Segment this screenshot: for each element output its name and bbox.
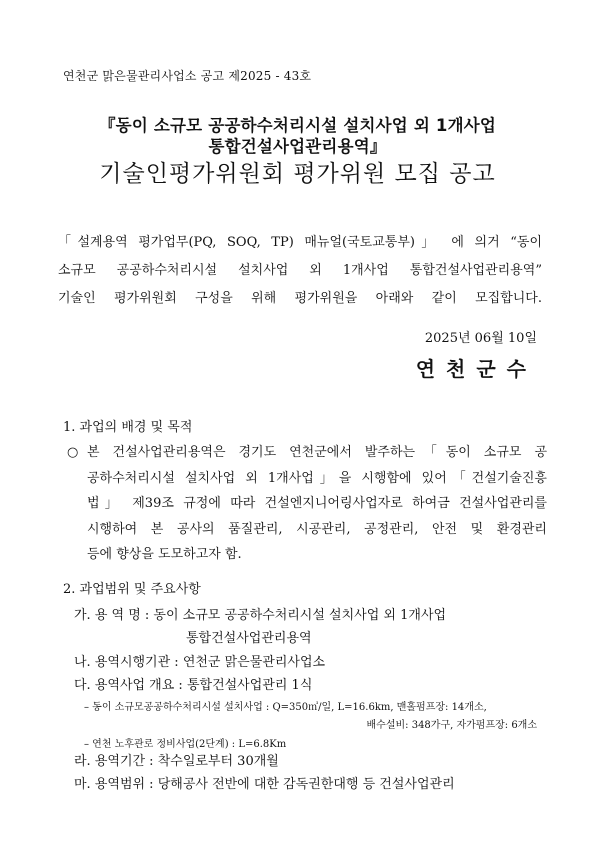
intro-line-3: 기술인 평가위원회 구성을 위해 평가위원을 아래와 같이 모집합니다. xyxy=(58,291,542,306)
bullet-line: 법」 제39조 규정에 따라 건설엔지니어링사업자로 하여금 건설사업관리를 xyxy=(87,496,547,511)
sub-item-1: – 동이 소규모공공하수처리시설 설치사업 : Q=350㎥/일, L=16.6km, 맨홀펌프장: 14개소, xyxy=(84,702,487,713)
bullet-line: 시행하여 본 공사의 품질관리, 시공관리, 공정관리, 안전 및 환경관리 xyxy=(87,521,547,537)
item-scope: 마. 용역범위 : 당해공사 전반에 대한 감독권한대행 등 건설사업관리 xyxy=(74,777,455,792)
title-line-2: 통합건설사업관리용역』 xyxy=(208,137,387,156)
bullet-line: 공하수처리시설 설치사업 외 1개사업」을 시행함에 있어「건설기술진흥 xyxy=(87,470,547,486)
title-block xyxy=(0,115,595,189)
title-line-1: 『동이 소규모 공공하수처리시설 설치사업 외 1개사업 xyxy=(98,116,497,135)
bullet-line: 본 건설사업관리용역은 경기도 연천군에서 발주하는「동이 소규모 공 xyxy=(87,445,547,460)
intro-line-1: 「설계용역 평가업무(PQ, SOQ, TP) 매뉴얼(국토교통부)」 에 의거 “동이 xyxy=(58,235,542,250)
item-service-name: 가. 용 역 명 : 동이 소규모 공공하수처리시설 설치사업 외 1개사업 xyxy=(74,608,447,623)
item-overview: 다. 용역사업 개요 : 통합건설사업관리 1식 xyxy=(74,678,313,693)
item-service-name-cont: 통합건설사업관리용역 xyxy=(186,631,312,646)
page-title: 기술인평가위원회 평가위원 모집 공고 xyxy=(99,161,496,187)
signer-name: 연천군수 xyxy=(415,357,537,381)
bullet-line: 등에 향상을 도모하고자 함. xyxy=(87,547,242,562)
notice-date: 2025년 06월 10일 xyxy=(424,331,537,346)
notice-number: 연천군 맑은물관리사업소 공고 제2025 - 43호 xyxy=(63,69,312,83)
bullet-circle-icon: ○ xyxy=(67,445,79,460)
sub-item-1-cont: 배수설비: 348가구, 자가펌프장: 6개소 xyxy=(366,720,537,731)
intro-line-2: 소규모 공공하수처리시설 설치사업 외 1개사업 통합건설사업관리용역” xyxy=(58,263,542,278)
section-1-bullet xyxy=(67,440,547,568)
section-2-heading: 2. 과업범위 및 주요사항 xyxy=(63,582,201,597)
item-period: 라. 용역기간 : 착수일로부터 30개월 xyxy=(74,754,279,769)
item-agency: 나. 용역시행기관 : 연천군 맑은물관리사업소 xyxy=(74,655,326,670)
section-1-heading: 1. 과업의 배경 및 목적 xyxy=(63,420,193,435)
sub-item-2: – 연천 노후관로 정비사업(2단계) : L=6.8Km xyxy=(84,739,287,750)
intro-paragraph xyxy=(58,229,542,313)
